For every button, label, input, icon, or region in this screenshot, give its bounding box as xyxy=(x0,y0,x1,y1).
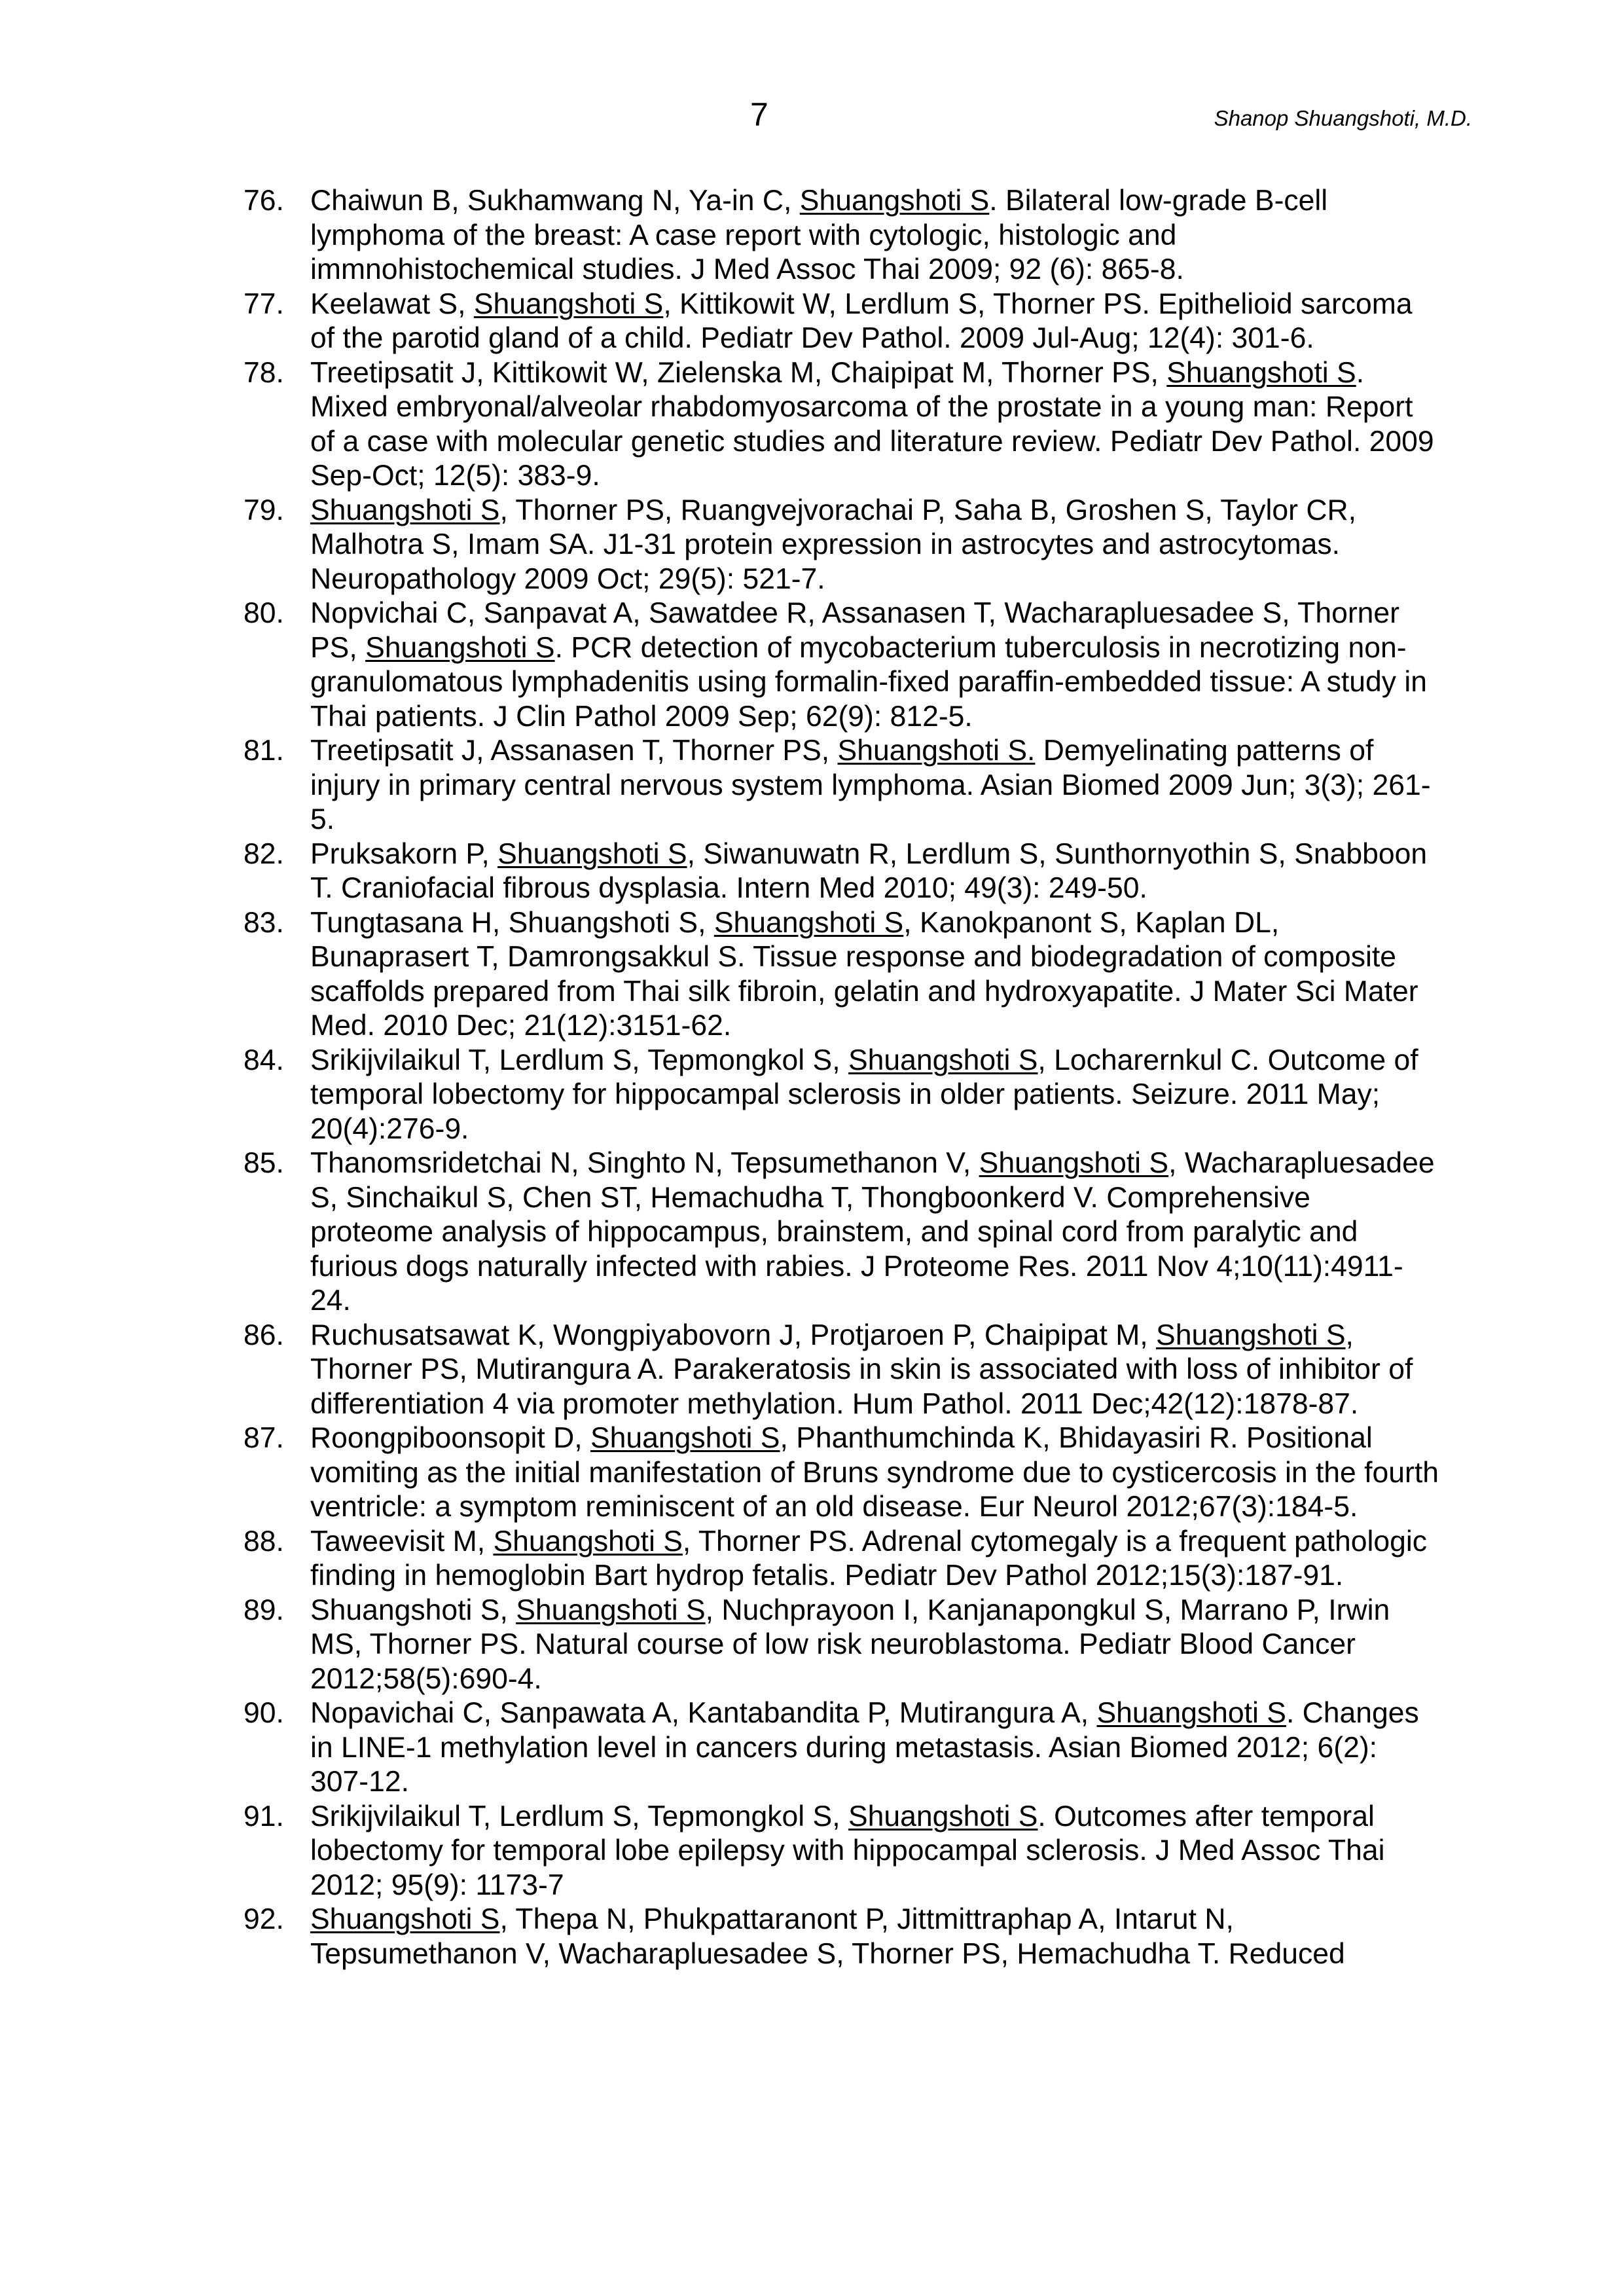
reference-list xyxy=(244,184,1441,1971)
reference-item xyxy=(244,1319,1441,1422)
reference-item xyxy=(244,1044,1441,1147)
page-number: 7 xyxy=(750,96,768,133)
reference-text-after: , Thepa N, Phukpattaranont P, Jittmittraphap A, Intarut N, Tepsumethanon V, Wacharapluesadee S, Thorner PS, Hemachudha T. Reduced xyxy=(310,1903,1345,1970)
reference-underlined-author: Shuangshoti S xyxy=(1096,1697,1286,1729)
reference-item xyxy=(244,734,1441,837)
reference-underlined-author: Shuangshoti S xyxy=(493,1525,683,1558)
reference-item xyxy=(244,287,1441,356)
reference-underlined-author: Shuangshoti S xyxy=(473,287,664,320)
reference-text-before: Nopvichai C, Sanpavat A, Sawatdee R, Assanasen T, Wacharapluesadee S, Thorner PS, xyxy=(310,597,1399,664)
reference-text-after: . Mixed embryonal/alveolar rhabdomyosarcoma of the prostate in a young man: Report of a case with molecular genetic studies and literature review. Pediatr Dev Pathol. 2009 Sep-Oct; 12(5): 383-9. xyxy=(310,356,1434,492)
reference-item xyxy=(244,906,1441,1044)
reference-text-before: Srikijvilaikul T, Lerdlum S, Tepmongkol S, xyxy=(310,1800,848,1832)
reference-number: 80. xyxy=(244,597,284,629)
reference-underlined-author: Shuangshoti S xyxy=(310,494,500,526)
reference-underlined-author: Shuangshoti S xyxy=(979,1147,1169,1179)
reference-text-before: Roongpiboonsopit D, xyxy=(310,1422,590,1454)
reference-item xyxy=(244,1800,1441,1903)
reference-text-before: Pruksakorn P, xyxy=(310,837,498,870)
reference-text-after: Demyelinating patterns of injury in primary central nervous system lymphoma. Asian Biomed 2009 Jun; 3(3); 261-5. xyxy=(310,735,1431,835)
reference-text-after: , Kanokpanont S, Kaplan DL, Bunaprasert T, Damrongsakkul S. Tissue response and biodegradation of composite scaffolds prepared from Thai silk fibroin, gelatin and hydroxyapatite. J Mater Sci Mater Med. 2010 Dec; 21(12):3151-62. xyxy=(310,906,1418,1042)
reference-item xyxy=(244,1421,1441,1525)
reference-underlined-author: Shuangshoti S. xyxy=(837,735,1036,767)
reference-text-after: , Nuchprayoon I, Kanjanapongkul S, Marrano P, Irwin MS, Thorner PS. Natural course of low risk neuroblastoma. Pediatr Blood Cancer 2012;58(5):690-4. xyxy=(310,1594,1390,1695)
reference-text-before: Tungtasana H, Shuangshoti S, xyxy=(310,906,714,939)
reference-text-after: . PCR detection of mycobacterium tuberculosis in necrotizing non-granulomatous lymphadenitis using formalin-fixed paraffin-embedded tissue: A study in Thai patients. J Clin Pathol 2009 Sep; 62(9): 812-5. xyxy=(310,631,1427,733)
reference-number: 78. xyxy=(244,356,284,389)
reference-number: 85. xyxy=(244,1147,284,1179)
reference-number: 87. xyxy=(244,1422,284,1454)
reference-underlined-author: Shuangshoti S xyxy=(497,837,687,870)
reference-text-before: Srikijvilaikul T, Lerdlum S, Tepmongkol S, xyxy=(310,1044,848,1076)
reference-underlined-author: Shuangshoti S xyxy=(516,1594,706,1626)
reference-number: 76. xyxy=(244,185,284,217)
reference-text-before: Treetipsatit J, Assanasen T, Thorner PS, xyxy=(310,735,838,767)
reference-underlined-author: Shuangshoti S xyxy=(1156,1319,1346,1351)
reference-underlined-author: Shuangshoti S xyxy=(365,631,555,664)
reference-text-after: , Kittikowit W, Lerdlum S, Thorner PS. Epithelioid sarcoma of the parotid gland of a child. Pediatr Dev Pathol. 2009 Jul-Aug; 12(4): 301-6. xyxy=(310,287,1413,354)
reference-item xyxy=(244,837,1441,906)
reference-number: 79. xyxy=(244,494,284,526)
reference-text-after: , Siwanuwatn R, Lerdlum S, Sunthornyothin S, Snabboon T. Craniofacial fibrous dysplasia. Intern Med 2010; 49(3): 249-50. xyxy=(310,837,1428,904)
reference-text-after: . Changes in LINE-1 methylation level in cancers during metastasis. Asian Biomed 2012; 6(2): 307-12. xyxy=(310,1697,1419,1798)
reference-number: 83. xyxy=(244,906,284,939)
reference-number: 82. xyxy=(244,837,284,870)
reference-number: 89. xyxy=(244,1594,284,1626)
reference-text-after: , Wacharapluesadee S, Sinchaikul S, Chen ST, Hemachudha T, Thongboonkerd V. Comprehensive proteome analysis of hippocampus, brainstem, and spinal cord from paralytic and furious dogs naturally infected with rabies. J Proteome Res. 2011 Nov 4;10(11):4911-24. xyxy=(310,1147,1435,1317)
reference-item xyxy=(244,494,1441,597)
reference-text-after: , Locharernkul C. Outcome of temporal lobectomy for hippocampal sclerosis in older patients. Seizure. 2011 May; 20(4):276-9. xyxy=(310,1044,1418,1145)
page-header xyxy=(0,95,1624,147)
reference-number: 90. xyxy=(244,1697,284,1729)
reference-text-before: Ruchusatsawat K, Wongpiyabovorn J, Protjaroen P, Chaipipat M, xyxy=(310,1319,1157,1351)
reference-text-before: Shuangshoti S, xyxy=(310,1594,516,1626)
reference-underlined-author: Shuangshoti S xyxy=(310,1903,500,1935)
reference-number: 88. xyxy=(244,1525,284,1558)
reference-item xyxy=(244,184,1441,287)
reference-number: 77. xyxy=(244,287,284,320)
reference-text-before: Nopavichai C, Sanpawata A, Kantabandita P, Mutirangura A, xyxy=(310,1697,1097,1729)
reference-underlined-author: Shuangshoti S xyxy=(848,1800,1038,1832)
reference-number: 92. xyxy=(244,1903,284,1935)
reference-underlined-author: Shuangshoti S xyxy=(713,906,904,939)
reference-text-after: , Phanthumchinda K, Bhidayasiri R. Positional vomiting as the initial manifestation of Bruns syndrome due to cysticercosis in the fourth ventricle: a symptom reminiscent of an old disease. Eur Neurol 2012;67(3):184-5. xyxy=(310,1422,1439,1523)
reference-text-before: Chaiwun B, Sukhamwang N, Ya-in C, xyxy=(310,185,800,217)
reference-text-after: , Thorner PS, Mutirangura A. Parakeratosis in skin is associated with loss of inhibitor of differentiation 4 via promoter methylation. Hum Pathol. 2011 Dec;42(12):1878-87. xyxy=(310,1319,1413,1420)
reference-number: 84. xyxy=(244,1044,284,1076)
reference-text-before: Taweevisit M, xyxy=(310,1525,494,1558)
reference-text-after: . Outcomes after temporal lobectomy for temporal lobe epilepsy with hippocampal sclerosis. J Med Assoc Thai 2012; 95(9): 1173-7 xyxy=(310,1800,1385,1901)
reference-item xyxy=(244,356,1441,494)
reference-text-before: Treetipsatit J, Kittikowit W, Zielenska M, Chaipipat M, Thorner PS, xyxy=(310,356,1167,389)
reference-number: 91. xyxy=(244,1800,284,1832)
reference-item xyxy=(244,1696,1441,1800)
reference-text-before: Thanomsridetchai N, Singhto N, Tepsumethanon V, xyxy=(310,1147,979,1179)
reference-underlined-author: Shuangshoti S xyxy=(1166,356,1356,389)
reference-item xyxy=(244,1146,1441,1319)
reference-item xyxy=(244,1525,1441,1594)
reference-underlined-author: Shuangshoti S xyxy=(590,1422,780,1454)
running-author: Shanop Shuangshoti, M.D. xyxy=(1214,106,1472,130)
reference-text-after: , Thorner PS. Adrenal cytomegaly is a frequent pathologic finding in hemoglobin Bart hydrop fetalis. Pediatr Dev Pathol 2012;15(3):187-91. xyxy=(310,1525,1427,1592)
reference-text-before: Keelawat S, xyxy=(310,287,474,320)
reference-underlined-author: Shuangshoti S xyxy=(848,1044,1038,1076)
reference-item xyxy=(244,1594,1441,1697)
reference-item xyxy=(244,596,1441,734)
reference-text-after: , Thorner PS, Ruangvejvorachai P, Saha B, Groshen S, Taylor CR, Malhotra S, Imam SA. J1-31 protein expression in astrocytes and astrocytomas. Neuropathology 2009 Oct; 29(5): 521-7. xyxy=(310,494,1356,595)
reference-number: 86. xyxy=(244,1319,284,1351)
reference-underlined-author: Shuangshoti S xyxy=(799,185,990,217)
reference-number: 81. xyxy=(244,735,284,767)
reference-text-after: . Bilateral low-grade B-cell lymphoma of the breast: A case report with cytologic, histologic and immnohistochemical studies. J Med Assoc Thai 2009; 92 (6): 865-8. xyxy=(310,185,1328,285)
reference-item xyxy=(244,1903,1441,1971)
